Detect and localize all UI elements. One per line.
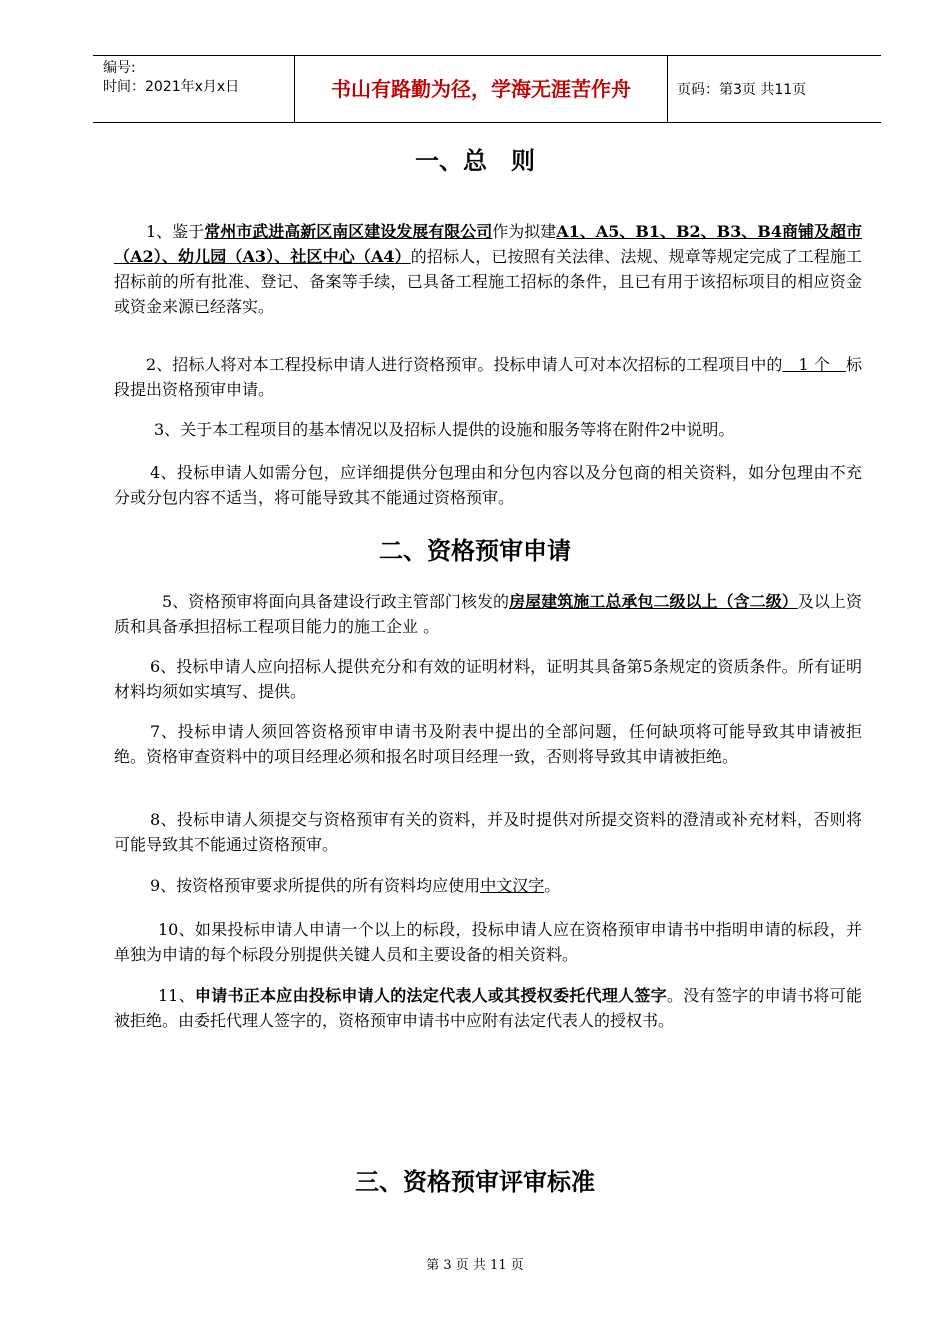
paragraph-10: 10、如果投标申请人申请一个以上的标段，投标申请人应在资格预审申请书中指明申请的标段，并单独为申请的每个标段分别提供关键人员和主要设备的相关资料。: [114, 920, 862, 964]
paragraph-8: 8、投标申请人须提交与资格预审有关的资料，并及时提供对所提交资料的澄清或补充材料，否则将可能导致其不能通过资格预审。: [114, 810, 862, 854]
paragraph-3: 3、关于本工程项目的基本情况以及招标人提供的设施和服务等将在附件2中说明。: [154, 420, 735, 439]
paragraph-5: [114, 589, 862, 639]
section-title-prequalification: 二、资格预审申请: [379, 537, 571, 565]
p5-lead: 5、资格预审将面向具备建设行政主管部门核发的: [162, 592, 510, 611]
header-motto: 书山有路勤为径，学海无涯苦作舟: [331, 77, 631, 101]
header-top-rule: [93, 55, 881, 56]
section-title-general: 一、总 则: [415, 147, 535, 175]
paragraph-11: [114, 983, 862, 1033]
paragraph-2: [114, 352, 862, 402]
p11-lead: 11、: [158, 986, 195, 1005]
paragraph-9: [114, 873, 862, 898]
header-time-label: 时间：2021年x月x日: [103, 79, 240, 95]
header-divider-right: [667, 55, 668, 122]
p2-rest: 标段提出资格预审申请。: [114, 355, 862, 399]
p11-bold: 申请书正本应由投标申请人的法定代表人或其授权委托代理人签字: [194, 986, 667, 1005]
p11-rest: 。没有签字的申请书将可能被拒绝。由委托代理人签字的，资格预审申请书中应附有法定代表人的授权书。: [114, 986, 862, 1030]
paragraph-7: 7、投标申请人须回答资格预审申请书及附表中提出的全部问题，任何缺项将可能导致其申请被拒绝。资格审查资料中的项目经理必须和报名时项目经理一致，否则将导致其申请被拒绝。: [114, 722, 862, 766]
header-page-label: 页码：第3页 共11页: [677, 82, 807, 98]
p2-lead: 2、招标人将对本工程投标申请人进行资格预审。投标申请人可对本次招标的工程项目中的: [146, 355, 783, 374]
p1-lead: 1、鉴于: [114, 222, 205, 241]
p1-mid: 作为拟建: [492, 222, 557, 241]
footer-page-number: 第 3 页 共 11 页: [426, 1258, 524, 1273]
p1-rest: 的招标人，已按照有关法律、法规、规章等规定完成了工程施工招标前的所有批准、登记、备案等手续，已具备工程施工招标的条件，且已有用于该招标项目的相应资金或资金来源已经落实。: [114, 247, 862, 316]
header-divider-left: [294, 55, 295, 122]
p1-project: A1、A5、B1、B2、B3、B4商铺及超市（A2）、幼儿园（A3）、社区中心（A4）: [114, 222, 862, 266]
header-number-label: 编号:: [103, 60, 136, 76]
p5-rest: 及以上资质和具备承担招标工程项目能力的施工企业 。: [114, 592, 862, 636]
p1-company: 常州市武进高新区南区建设发展有限公司: [204, 222, 493, 241]
p9-lead: 9、按资格预审要求所提供的所有资料均应使用: [150, 876, 481, 895]
paragraph-6: 6、投标申请人应向招标人提供充分和有效的证明材料，证明其具备第5条规定的资质条件。所有证明材料均须如实填写、提供。: [114, 657, 862, 701]
section-title-criteria: 三、资格预审评审标准: [355, 1168, 595, 1196]
p5-qualification: 房屋建筑施工总承包二级以上（含二级）: [509, 592, 798, 611]
paragraph-1: [114, 219, 862, 319]
paragraph-4: 4、投标申请人如需分包，应详细提供分包理由和分包内容以及分包商的相关资料，如分包理由不充分或分包内容不适当，将可能导致其不能通过资格预审。: [114, 463, 862, 507]
header-bottom-rule: [93, 122, 881, 123]
p9-rest: 。: [544, 876, 561, 895]
p9-language: 中文汉字: [480, 876, 545, 895]
p2-count: 1 个: [782, 355, 846, 374]
